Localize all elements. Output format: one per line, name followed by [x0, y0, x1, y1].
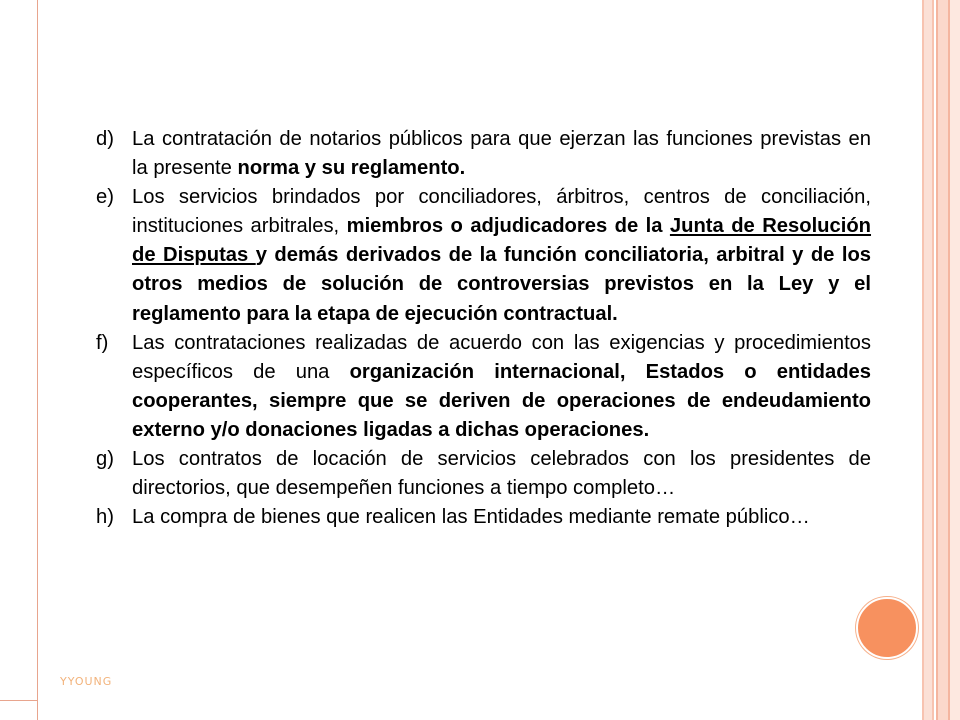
list-marker: f) — [96, 331, 109, 354]
list-item-text — [132, 503, 871, 532]
text-segment: Las contrataciones realizadas de acuerdo con las exigencias y procedimientos específicos de una — [132, 331, 871, 383]
list-item-text — [132, 183, 871, 328]
list-item-d — [96, 125, 871, 183]
list-item-f — [96, 329, 871, 445]
list-marker: h) — [96, 506, 114, 529]
bold-segment: miembros o adjudicadores de la — [346, 215, 670, 238]
orange-circle-decoration — [856, 597, 918, 659]
slide-content-list — [96, 125, 871, 532]
list-marker: g) — [96, 448, 114, 471]
list-item-h — [96, 503, 871, 532]
list-marker: d) — [96, 128, 114, 150]
list-item-g — [96, 445, 871, 503]
list-item-e — [96, 183, 871, 328]
left-border-line — [0, 0, 38, 720]
underlined-bold-segment: Junta de Resolución de Disputas — [132, 215, 872, 267]
list-item-text — [132, 445, 871, 503]
list-item-text — [132, 329, 871, 445]
list-marker: e) — [96, 186, 114, 209]
bold-segment: organización internacional, Estados o entidades cooperantes, siempre que se deriven de operaciones de endeudamiento externo y/o donaciones ligadas a dichas operaciones. — [132, 360, 871, 441]
author-watermark: YYOUNG — [60, 675, 113, 688]
bold-segment: norma y su reglamento. — [237, 157, 466, 180]
right-decorative-stripes — [920, 0, 960, 720]
text-segment: La contratación de notarios públicos para que ejerzan las funciones previstas en la presente — [132, 128, 871, 180]
list-item-text — [132, 125, 871, 183]
left-border-tick — [0, 700, 38, 701]
text-segment: Los servicios brindados por conciliadores, árbitros, centros de conciliación, instituciones arbitrales, — [132, 186, 871, 238]
text-segment: Los contratos de locación de servicios celebrados con los presidentes de directorios, que desempeñen funciones a tiempo completo… — [132, 448, 871, 500]
bold-segment: y demás derivados de la función conciliatoria, arbitral y de los otros medios de solución de controversias previstos en la Ley y el reglamento para la etapa de ejecución contractual. — [132, 244, 871, 325]
text-segment: La compra de bienes que realicen las Entidades mediante remate público… — [132, 506, 810, 529]
